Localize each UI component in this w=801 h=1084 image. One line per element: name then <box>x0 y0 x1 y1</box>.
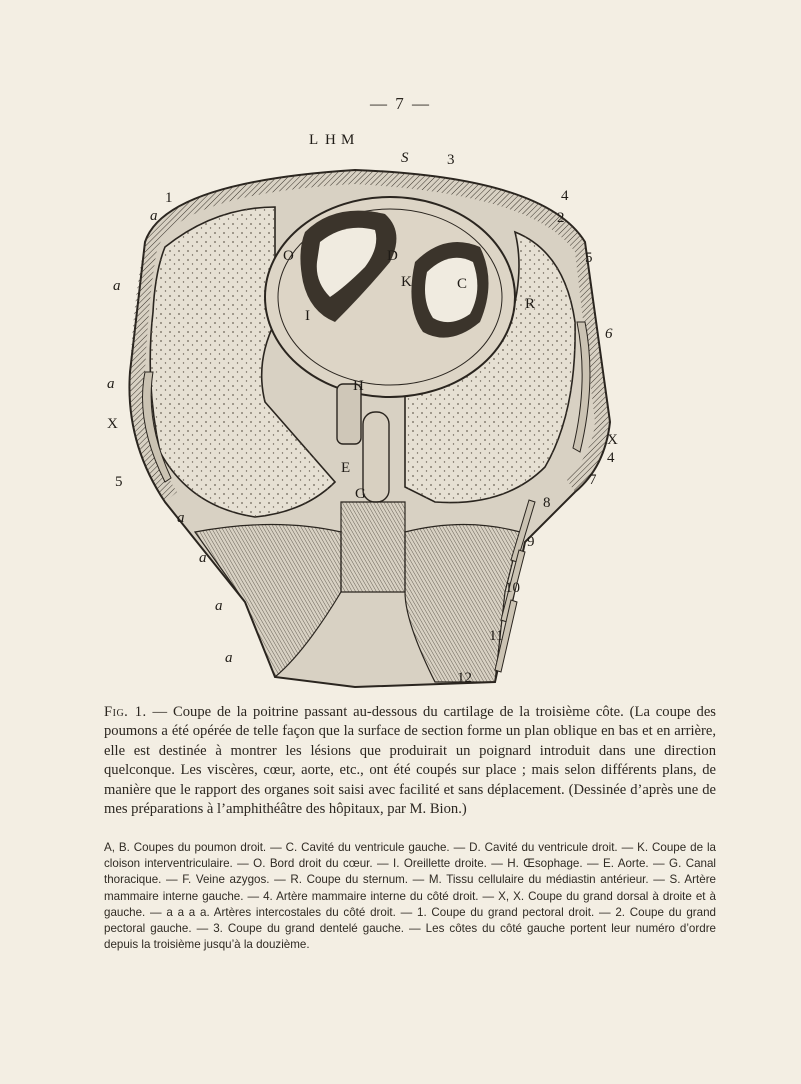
label-right-5: 5 <box>585 250 593 266</box>
label-right-8: 8 <box>543 495 551 511</box>
label-left-a3: a <box>107 376 115 392</box>
label-K: K <box>401 274 412 290</box>
label-right-10: 10 <box>505 580 520 596</box>
label-left-1: 1 <box>165 190 173 206</box>
label-left-a2: a <box>113 278 121 294</box>
label-I: I <box>305 308 310 324</box>
figure-caption-label: Fig. 1. <box>104 704 147 720</box>
label-H-inner: H <box>353 378 364 394</box>
label-O: O <box>283 248 294 264</box>
label-right-9: 9 <box>527 534 535 550</box>
figure-caption-text: — Coupe de la poitrine passant au-dessous du cartilage de la troisième côte. (La coupe des poumons a été opérée de telle façon que la surface de section forme un plan oblique en bas et en arrière, elle est destinée à montrer les lésions que produirait un poignard introduit dans une direction quelconque. Les viscères, cœur, aorte, etc., ont été coupés sur place ; mais selon différents plans, de manière que le rapport des organes soit saisi avec facilité et sans déplacement. (Dessinée d’après une de mes préparations à l’amphithéâtre des hôpitaux, par M. Bion.) <box>104 704 716 818</box>
label-M: M <box>341 132 355 148</box>
label-3: 3 <box>447 152 455 168</box>
label-right-7: 7 <box>589 472 597 488</box>
label-right-X: X <box>607 432 618 448</box>
vertebral-column <box>341 502 405 592</box>
page-number: — 7 — <box>370 94 431 113</box>
label-right-2: 2 <box>557 210 565 226</box>
aorta <box>363 412 389 502</box>
label-right-11: 11 <box>489 628 504 644</box>
label-C: C <box>457 276 468 292</box>
label-right-4: 4 <box>561 188 569 204</box>
label-right-12: 12 <box>457 670 472 686</box>
label-left-a4: a <box>177 510 185 526</box>
label-left-5: 5 <box>115 474 123 490</box>
chest-cross-section-illustration <box>105 122 625 692</box>
label-G: G <box>355 486 366 502</box>
label-left-a1: a <box>150 208 158 224</box>
figure-caption <box>104 703 716 819</box>
figure-legend-text: A, B. Coupes du poumon droit. — C. Cavité du ventricule gauche. — D. Cavité du ventricule droit. — K. Coupe de la cloison interventriculaire. — O. Bord droit du cœur. — I. Oreillette droite. — H. Œsophage. — E. Aorte. — G. Canal thoracique. — F. Veine azygos. — R. Coupe du sternum. — M. Tissu cellulaire du médiastin antérieur. — S. Artère mammaire interne gauche. — 4. Artère mammaire interne du côté droit. — X, X. Coupe du grand dorsal à droite et à gauche. — a a a a. Artères intercostales du côté droit. — 1. Coupe du grand pectoral droit. — 2. Coupe du grand pectoral gauche. — 3. Coupe du grand dentelé gauche. — Les côtes du côté gauche portent leur numéro d’ordre depuis la troisième jusqu’à la douzième. <box>104 841 716 952</box>
label-left-a7: a <box>225 650 233 666</box>
label-right-6: 6 <box>605 326 613 342</box>
figure-legend <box>104 840 716 953</box>
label-left-X: X <box>107 416 118 432</box>
label-L: L <box>309 132 319 148</box>
label-left-a5: a <box>199 550 207 566</box>
label-left-a6: a <box>215 598 223 614</box>
label-S: S <box>401 150 409 166</box>
label-right-4b: 4 <box>607 450 615 466</box>
label-E: E <box>341 460 351 476</box>
label-R: R <box>525 296 536 312</box>
label-D: D <box>387 248 398 264</box>
label-H: H <box>325 132 336 148</box>
anatomical-figure <box>105 122 625 692</box>
